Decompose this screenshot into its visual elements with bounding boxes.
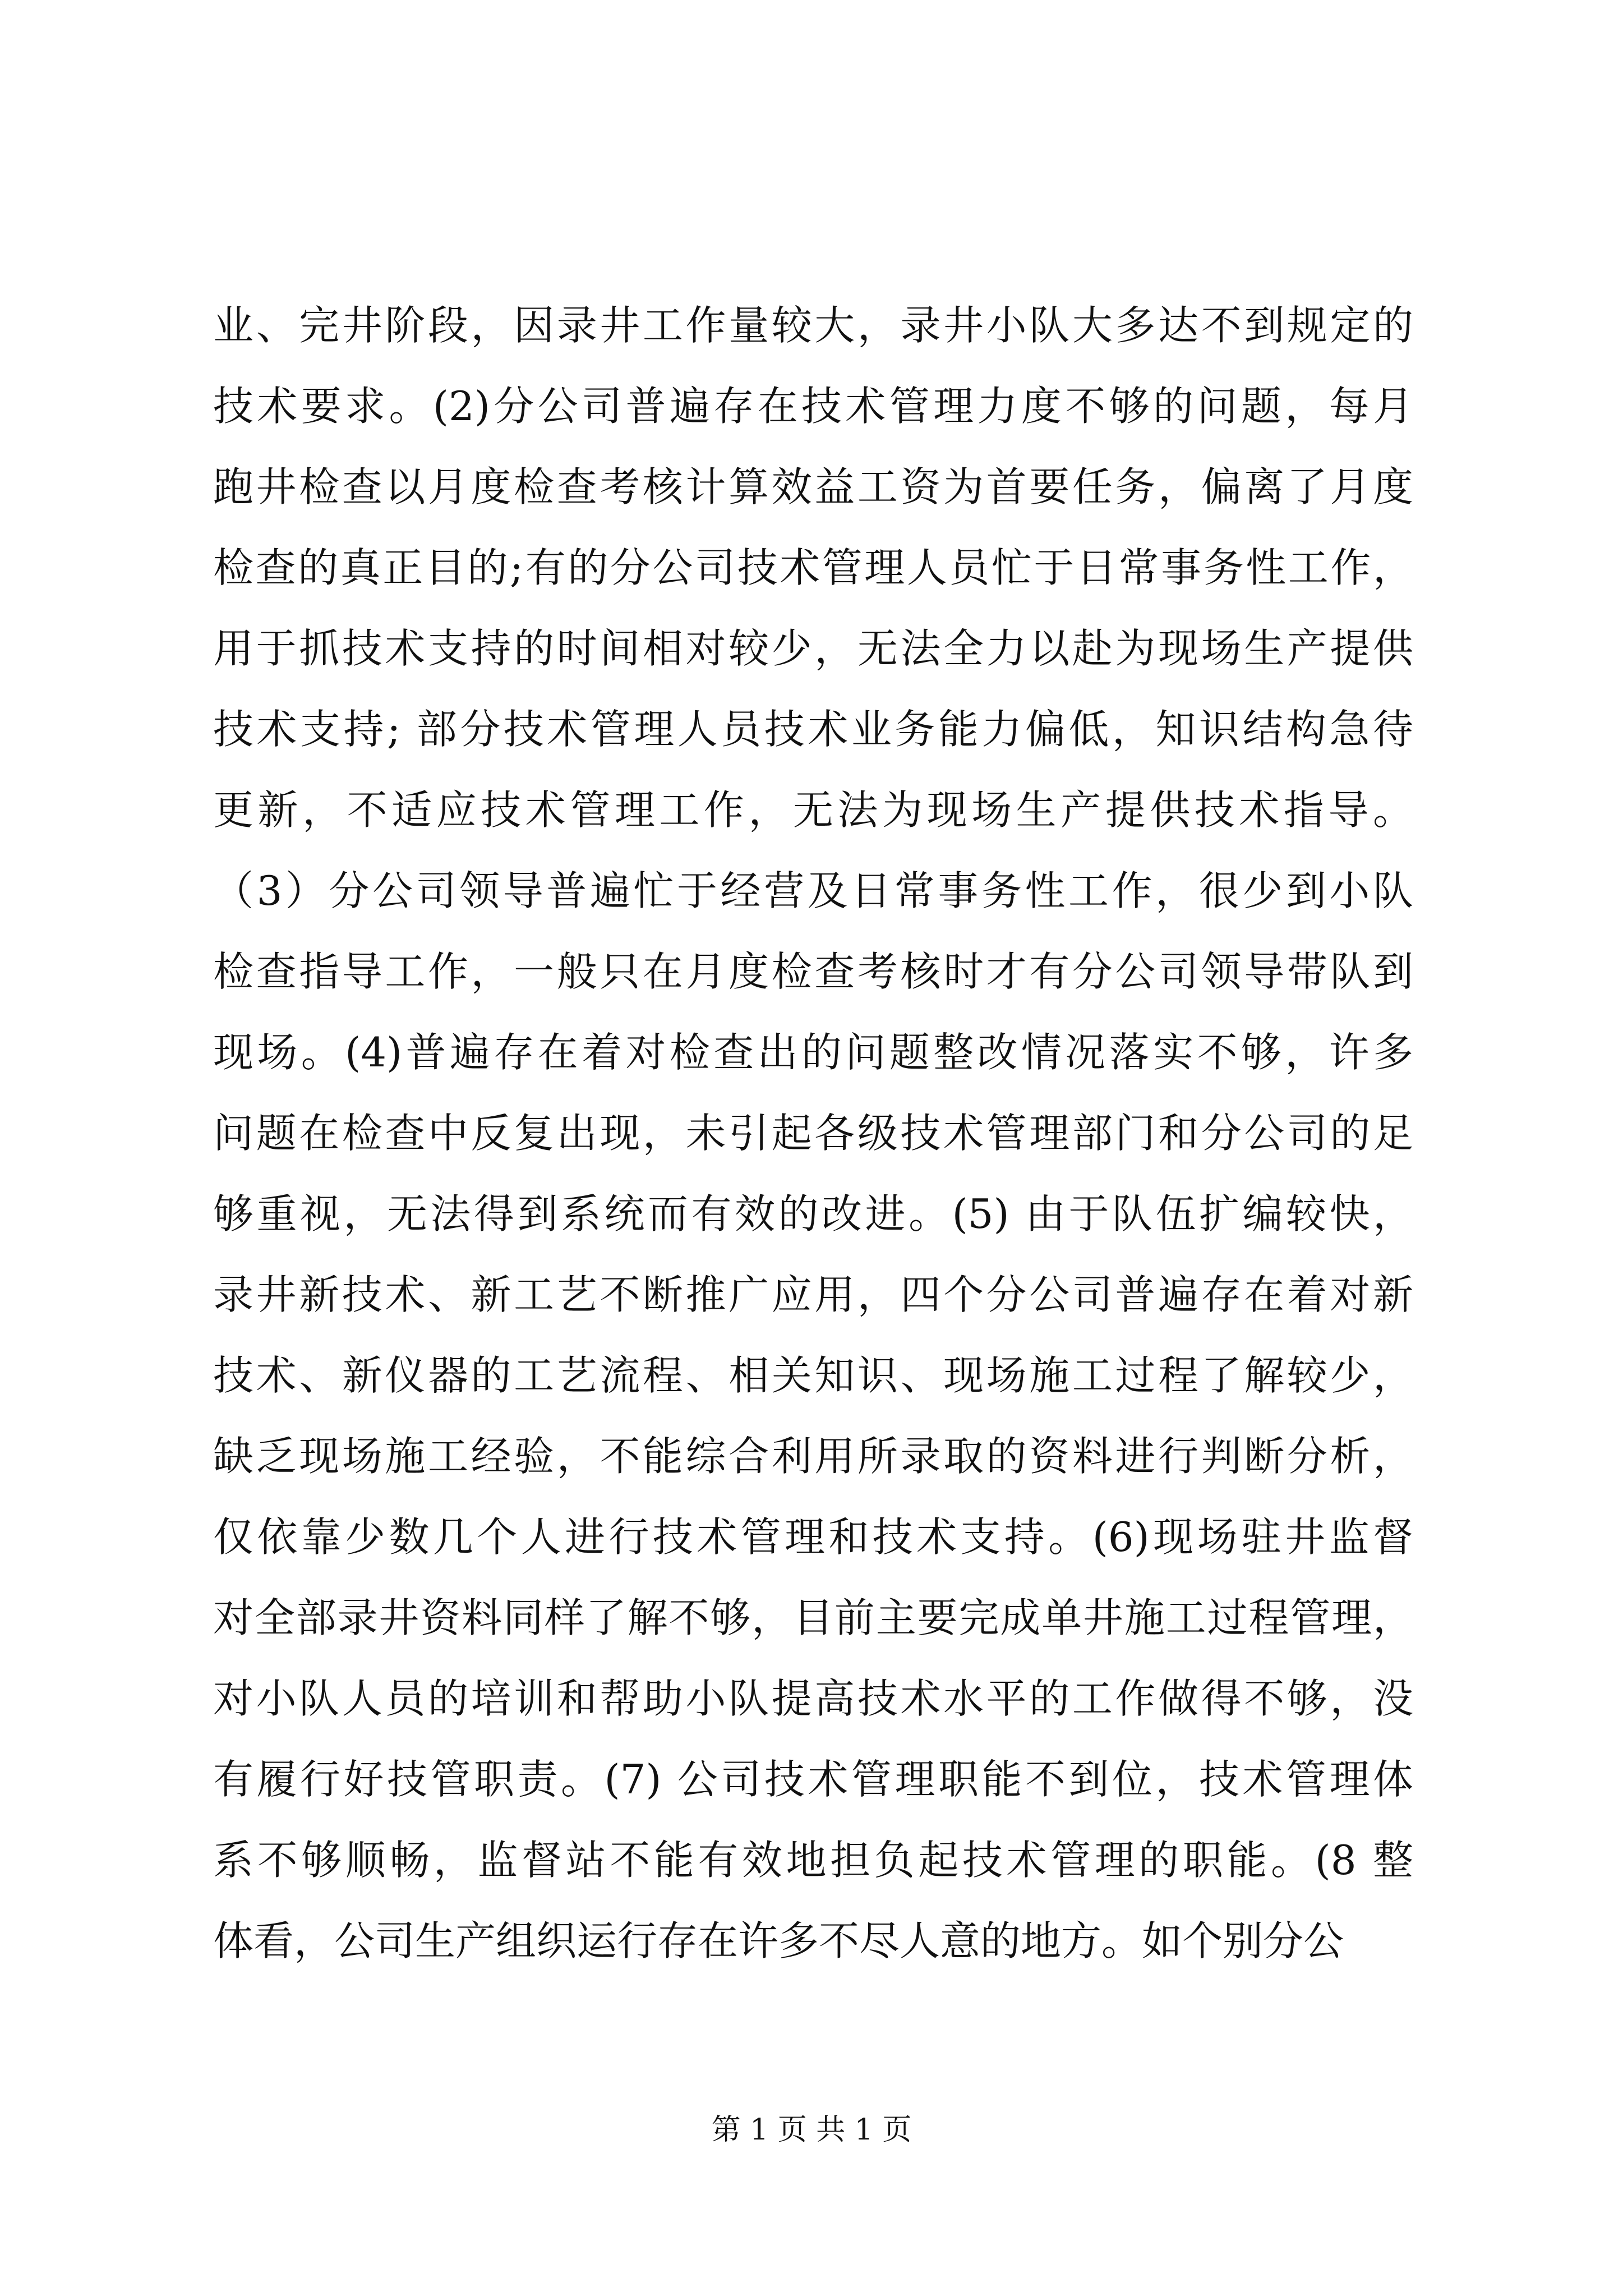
text-line: 对小队人员的培训和帮助小队提高技术水平的工作做得不够，没: [213, 1675, 1413, 1722]
text-line: 缺乏现场施工经验，不能综合利用所录取的资料进行判断分析，: [213, 1433, 1413, 1480]
text-line: 技术支持; 部分技术管理人员技术业务能力偏低，知识结构急待: [213, 706, 1413, 753]
page-footer: 第 1 页 共 1 页: [711, 2113, 912, 2147]
text-line: （3）分公司领导普遍忙于经营及日常事务性工作，很少到小队: [213, 867, 1413, 914]
text-line: 体看，公司生产组织运行存在许多不尽人意的地方。如个别分公: [213, 1917, 1344, 1964]
text-line: 够重视，无法得到系统而有效的改进。(5) 由于队伍扩编较快，: [213, 1190, 1413, 1237]
text-line: 技术要求。(2)分公司普遍存在技术管理力度不够的问题，每月: [213, 383, 1413, 430]
text-line: 用于抓技术支持的时间相对较少，无法全力以赴为现场生产提供: [213, 625, 1413, 672]
text-line: 有履行好技管职责。(7) 公司技术管理职能不到位，技术管理体: [213, 1756, 1413, 1803]
text-line: 对全部录井资料同样了解不够，目前主要完成单井施工过程管理，: [213, 1594, 1413, 1641]
body-text: [213, 285, 1413, 1981]
text-line: 现场。(4)普遍存在着对检查出的问题整改情况落实不够，许多: [213, 1029, 1413, 1076]
text-line: 检查的真正目的;有的分公司技术管理人员忙于日常事务性工作，: [213, 544, 1413, 591]
text-line: 录井新技术、新工艺不断推广应用，四个分公司普遍存在着对新: [213, 1271, 1413, 1318]
text-line: 技术、新仪器的工艺流程、相关知识、现场施工过程了解较少，: [213, 1352, 1413, 1399]
text-line: 问题在检查中反复出现，未引起各级技术管理部门和分公司的足: [213, 1110, 1413, 1157]
text-line: 跑井检查以月度检查考核计算效益工资为首要任务，偏离了月度: [213, 463, 1413, 510]
text-line: 系不够顺畅，监督站不能有效地担负起技术管理的职能。(8 整: [213, 1837, 1413, 1884]
text-line: 检查指导工作，一般只在月度检查考核时才有分公司领导带队到: [213, 948, 1413, 995]
text-line: 仅依靠少数几个人进行技术管理和技术支持。(6)现场驻井监督: [213, 1513, 1413, 1561]
text-line: 更新，不适应技术管理工作，无法为现场生产提供技术指导。: [213, 786, 1413, 834]
text-line: 业、完井阶段，因录井工作量较大，录井小队大多达不到规定的: [213, 302, 1413, 349]
